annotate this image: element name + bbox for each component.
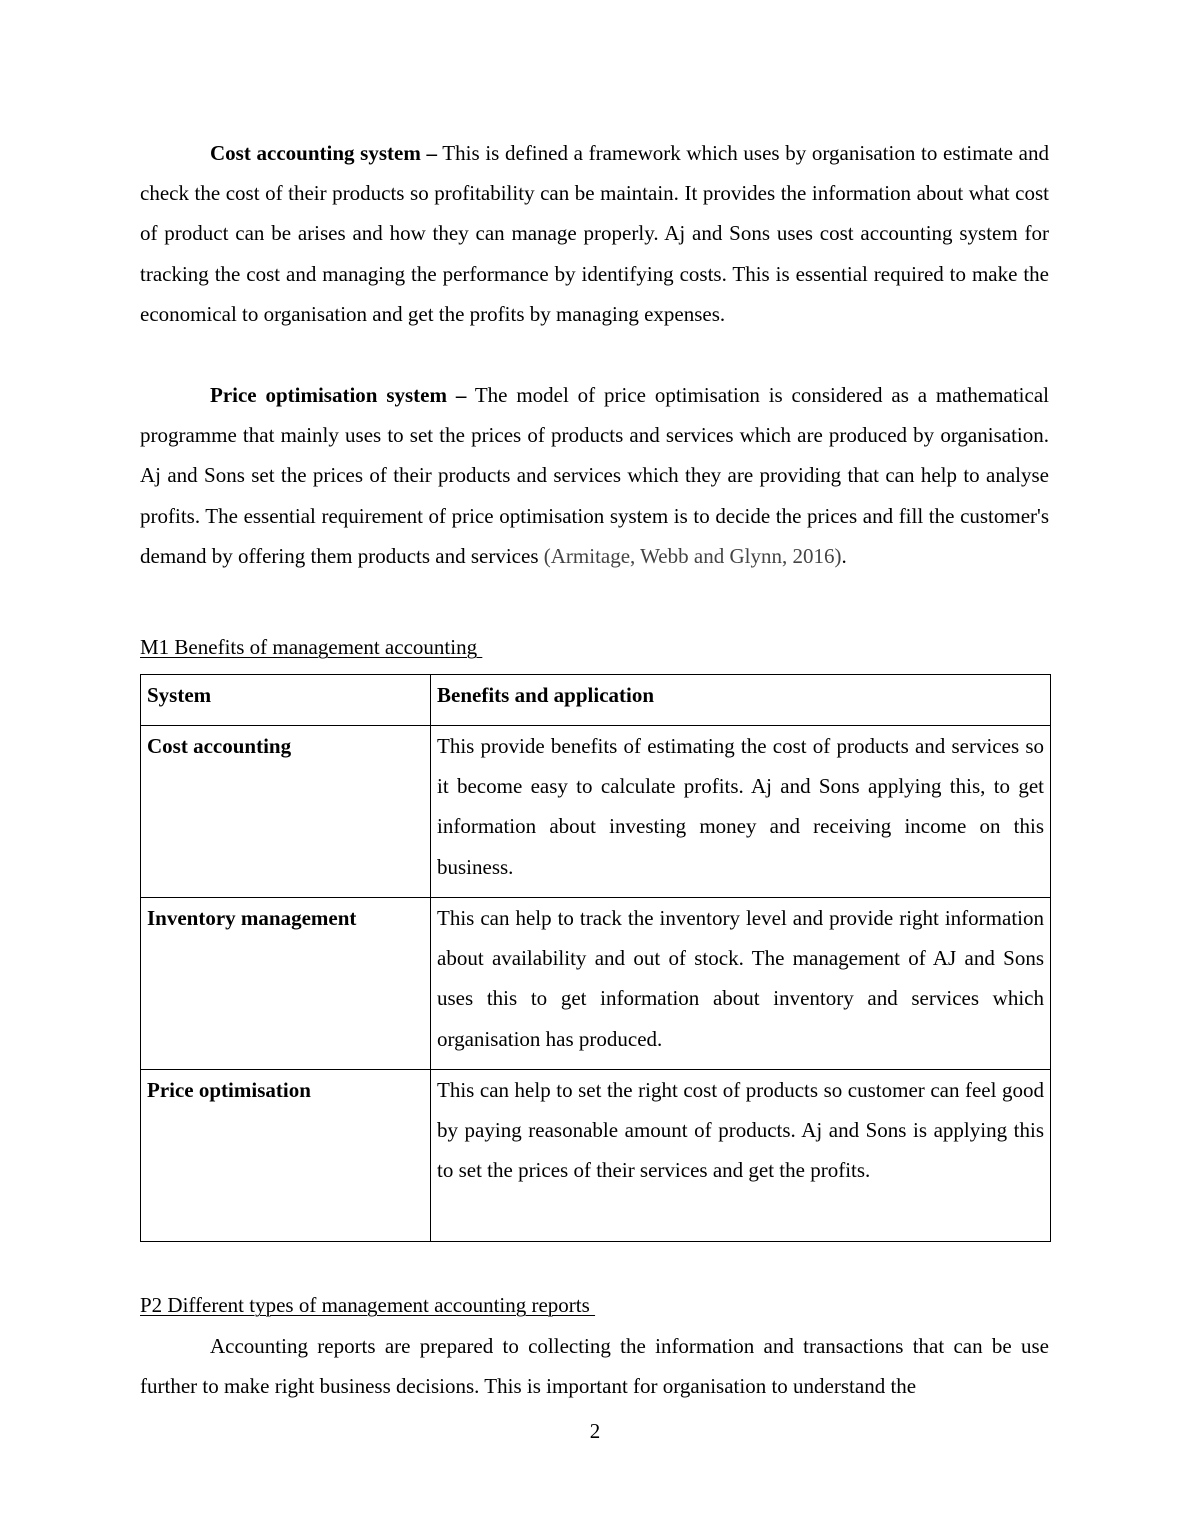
- header-system: System: [147, 683, 212, 707]
- header-benefits: Benefits and application: [437, 683, 655, 707]
- benefit-cell: [431, 726, 1051, 898]
- price-optimisation-system-text: The model of price optimisation is considered as a mathematical programme that mainly uses to set the prices of products and services which are produced by organisation. Aj and Sons set the prices of their products and services which they are providing that can help to analyse profits. The essential requirement of price optimisation system is to decide the prices and fill the customer's demand by offering them products and services: [140, 383, 1049, 568]
- system-cell: [141, 1070, 431, 1242]
- heading-m1-benefits: M1 Benefits of management accounting: [140, 635, 483, 659]
- table-row: [141, 726, 1051, 898]
- system-name: Price optimisation: [147, 1078, 311, 1102]
- heading-p2-reports: P2 Different types of management accounting reports: [140, 1293, 596, 1317]
- page-number: 2: [589, 1419, 601, 1443]
- system-cell: [141, 898, 431, 1070]
- paragraph-cost-accounting-system: [140, 133, 1049, 334]
- benefit-cell: [431, 898, 1051, 1070]
- benefit-text: This can help to set the right cost of products so customer can feel good by paying reasonable amount of products. Aj and Sons is applying this to set the prices of their services and get the profits.: [437, 1078, 1044, 1183]
- sentence-end: .: [841, 543, 847, 568]
- term-price-optimisation-system: Price optimisation system –: [210, 383, 467, 407]
- paragraph-accounting-reports: Accounting reports are prepared to collecting the information and transactions that can be use further to make right business decisions. This is important for organisation to understand the: [140, 1334, 1049, 1399]
- citation: (Armitage, Webb and Glynn, 2016): [543, 543, 842, 568]
- paragraph-price-optimisation-system: [140, 375, 1049, 576]
- cost-accounting-system-text: This is defined a framework which uses by organisation to estimate and check the cost of their products so profitability can be maintain. It provides the information about what cost of product can be arises and how they can manage properly. Aj and Sons uses cost accounting system for tracking the cost and managing the performance by identifying costs. This is essential required to make the economical to organisation and get the profits by managing expenses.: [140, 141, 1049, 326]
- system-name: Inventory management: [147, 906, 357, 930]
- benefit-text: This provide benefits of estimating the cost of products and services so it become easy to calculate profits. Aj and Sons applying this, to get information about investing money and receiving income on this business.: [437, 734, 1044, 879]
- benefit-text: This can help to track the inventory level and provide right information about availability and out of stock. The management of AJ and Sons uses this to get information about inventory and services which organisation has produced.: [437, 906, 1044, 1051]
- table-row: [141, 898, 1051, 1070]
- system-cell: [141, 726, 431, 898]
- system-name: Cost accounting: [147, 734, 292, 758]
- header-cell-system: [141, 675, 431, 726]
- benefits-table: [140, 674, 1051, 1242]
- table-header-row: [141, 675, 1051, 726]
- term-cost-accounting-system: Cost accounting system –: [210, 141, 438, 165]
- header-cell-benefits: [431, 675, 1051, 726]
- benefit-cell: [431, 1070, 1051, 1242]
- table-row: [141, 1070, 1051, 1242]
